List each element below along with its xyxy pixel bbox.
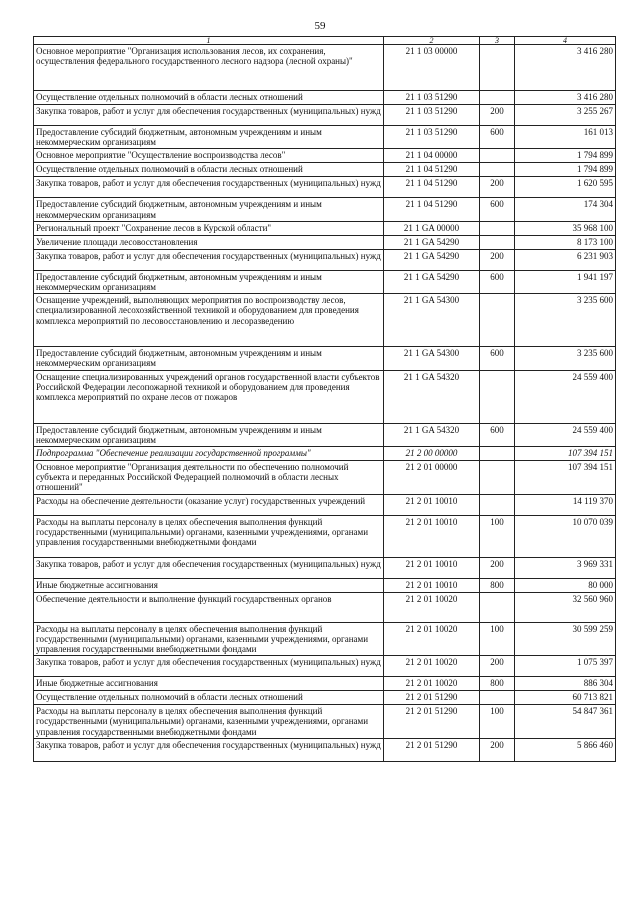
row-name: Расходы на обеспечение деятельности (оказание услуг) государственных учреждений <box>34 494 384 515</box>
table-row <box>34 177 616 198</box>
row-name: Закупка товаров, работ и услуг для обеспечения государственных (муниципальных) нужд <box>34 557 384 578</box>
row-name: Осуществление отдельных полномочий в области лесных отношений <box>34 691 384 705</box>
row-code: 21 1 03 51290 <box>384 91 480 105</box>
row-name: Расходы на выплаты персоналу в целях обеспечения выполнения функций государственными (муниципальными) органами, казенными учреждениями, органами управления государственными внебюджетными фондами <box>34 622 384 656</box>
row-expense-type: 200 <box>480 249 515 270</box>
row-name: Осуществление отдельных полномочий в области лесных отношений <box>34 91 384 105</box>
row-code: 21 1 04 51290 <box>384 198 480 221</box>
row-expense-type <box>480 163 515 177</box>
row-name: Предоставление субсидий бюджетным, автономным учреждениям и иным некоммерческим организациям <box>34 423 384 446</box>
row-expense-type: 200 <box>480 738 515 761</box>
row-code: 21 1 04 00000 <box>384 149 480 163</box>
row-expense-type: 100 <box>480 515 515 557</box>
table-body <box>34 45 616 762</box>
row-name: Закупка товаров, работ и услуг для обеспечения государственных (муниципальных) нужд <box>34 738 384 761</box>
row-code: 21 1 03 51290 <box>384 105 480 126</box>
table-row <box>34 163 616 177</box>
row-amount: 3 416 280 <box>515 91 616 105</box>
row-amount: 54 847 361 <box>515 705 616 739</box>
row-name: Предоставление субсидий бюджетным, автономным учреждениям и иным некоммерческим организациям <box>34 270 384 293</box>
row-expense-type <box>480 461 515 495</box>
column-number-row <box>34 37 616 45</box>
row-code: 21 1 GA 00000 <box>384 221 480 235</box>
row-amount: 32 560 960 <box>515 592 616 622</box>
column-number: 4 <box>515 37 616 45</box>
row-amount: 80 000 <box>515 578 616 592</box>
table-row <box>34 677 616 691</box>
row-expense-type: 600 <box>480 126 515 149</box>
table-row <box>34 691 616 705</box>
row-code: 21 1 GA 54300 <box>384 294 480 347</box>
table-row <box>34 578 616 592</box>
row-code: 21 1 03 51290 <box>384 126 480 149</box>
table-row <box>34 370 616 423</box>
row-name: Закупка товаров, работ и услуг для обеспечения государственных (муниципальных) нужд <box>34 105 384 126</box>
table-row <box>34 91 616 105</box>
row-name: Оснащение учреждений, выполняющих мероприятия по воспроизводству лесов, специализированной лесохозяйственной техникой и оборудованием для проведения комплекса мероприятий по лесовосстановлению и лесоразведению <box>34 294 384 347</box>
row-amount: 1 941 197 <box>515 270 616 293</box>
row-name: Увеличение площади лесовосстановления <box>34 235 384 249</box>
table-row <box>34 270 616 293</box>
table-row <box>34 557 616 578</box>
table-row <box>34 705 616 739</box>
row-amount: 14 119 370 <box>515 494 616 515</box>
row-code: 21 1 03 00000 <box>384 45 480 91</box>
row-code: 21 1 GA 54290 <box>384 249 480 270</box>
row-amount: 3 969 331 <box>515 557 616 578</box>
row-code: 21 2 01 00000 <box>384 461 480 495</box>
row-name: Закупка товаров, работ и услуг для обеспечения государственных (муниципальных) нужд <box>34 177 384 198</box>
row-amount: 1 794 899 <box>515 149 616 163</box>
row-expense-type: 200 <box>480 656 515 677</box>
table-row <box>34 249 616 270</box>
row-expense-type: 800 <box>480 677 515 691</box>
row-amount: 3 235 600 <box>515 294 616 347</box>
row-amount: 5 866 460 <box>515 738 616 761</box>
row-amount: 161 013 <box>515 126 616 149</box>
row-expense-type <box>480 691 515 705</box>
row-code: 21 2 01 10010 <box>384 557 480 578</box>
column-number: 3 <box>480 37 515 45</box>
row-amount: 886 304 <box>515 677 616 691</box>
table-row <box>34 45 616 91</box>
budget-table <box>33 36 616 762</box>
row-amount: 60 713 821 <box>515 691 616 705</box>
table-row <box>34 198 616 221</box>
row-name: Основное мероприятие "Организация использования лесов, их сохранения, осуществления федерального государственного лесного надзора (лесной охраны)" <box>34 45 384 91</box>
row-name: Основное мероприятие "Организация деятельности по обеспечению полномочий субъекта и переданных Российской Федерацией полномочий в области лесных отношений" <box>34 461 384 495</box>
row-amount: 3 255 267 <box>515 105 616 126</box>
table-row <box>34 738 616 761</box>
row-name: Предоставление субсидий бюджетным, автономным учреждениям и иным некоммерческим организациям <box>34 347 384 370</box>
row-code: 21 1 GA 54300 <box>384 347 480 370</box>
row-amount: 35 968 100 <box>515 221 616 235</box>
row-expense-type: 100 <box>480 622 515 656</box>
column-number: 2 <box>384 37 480 45</box>
row-code: 21 1 04 51290 <box>384 177 480 198</box>
row-amount: 1 794 899 <box>515 163 616 177</box>
table-row <box>34 622 616 656</box>
row-code: 21 2 00 00000 <box>384 447 480 461</box>
row-name: Закупка товаров, работ и услуг для обеспечения государственных (муниципальных) нужд <box>34 249 384 270</box>
row-amount: 3 235 600 <box>515 347 616 370</box>
row-expense-type: 200 <box>480 177 515 198</box>
table-row <box>34 105 616 126</box>
row-expense-type: 800 <box>480 578 515 592</box>
row-expense-type: 200 <box>480 557 515 578</box>
row-name: Иные бюджетные ассигнования <box>34 677 384 691</box>
row-expense-type <box>480 294 515 347</box>
row-amount: 10 070 039 <box>515 515 616 557</box>
row-expense-type <box>480 494 515 515</box>
row-code: 21 1 GA 54320 <box>384 423 480 446</box>
table-row <box>34 294 616 347</box>
row-amount: 107 394 151 <box>515 447 616 461</box>
page-number: 59 <box>314 20 326 32</box>
row-expense-type: 600 <box>480 198 515 221</box>
column-number: 1 <box>34 37 384 45</box>
row-expense-type: 600 <box>480 270 515 293</box>
row-amount: 6 231 903 <box>515 249 616 270</box>
row-name: Иные бюджетные ассигнования <box>34 578 384 592</box>
row-expense-type <box>480 592 515 622</box>
row-amount: 107 394 151 <box>515 461 616 495</box>
table-row <box>34 149 616 163</box>
row-code: 21 2 01 51290 <box>384 705 480 739</box>
row-code: 21 2 01 10010 <box>384 494 480 515</box>
row-expense-type <box>480 45 515 91</box>
row-code: 21 2 01 10020 <box>384 592 480 622</box>
table-row <box>34 656 616 677</box>
row-name: Предоставление субсидий бюджетным, автономным учреждениям и иным некоммерческим организациям <box>34 126 384 149</box>
row-code: 21 1 GA 54290 <box>384 235 480 249</box>
row-code: 21 1 04 51290 <box>384 163 480 177</box>
row-expense-type: 600 <box>480 423 515 446</box>
row-code: 21 2 01 10010 <box>384 578 480 592</box>
row-expense-type: 100 <box>480 705 515 739</box>
table-row <box>34 235 616 249</box>
row-amount: 1 075 397 <box>515 656 616 677</box>
row-code: 21 2 01 51290 <box>384 691 480 705</box>
row-name: Предоставление субсидий бюджетным, автономным учреждениям и иным некоммерческим организациям <box>34 198 384 221</box>
row-name: Оснащение специализированных учреждений органов государственной власти субъектов Российской Федерации лесопожарной техникой и оборудованием для проведения комплекса мероприятий по охране лесов от пожаров <box>34 370 384 423</box>
row-code: 21 1 GA 54290 <box>384 270 480 293</box>
row-name: Расходы на выплаты персоналу в целях обеспечения выполнения функций государственными (муниципальными) органами, казенными учреждениями, органами управления государственными внебюджетными фондами <box>34 705 384 739</box>
row-expense-type <box>480 447 515 461</box>
row-code: 21 2 01 10010 <box>384 515 480 557</box>
row-expense-type: 600 <box>480 347 515 370</box>
row-name: Обеспечение деятельности и выполнение функций государственных органов <box>34 592 384 622</box>
table-row <box>34 494 616 515</box>
row-name: Осуществление отдельных полномочий в области лесных отношений <box>34 163 384 177</box>
row-code: 21 2 01 10020 <box>384 656 480 677</box>
table-row <box>34 447 616 461</box>
table-row <box>34 347 616 370</box>
row-expense-type <box>480 370 515 423</box>
row-amount: 30 599 259 <box>515 622 616 656</box>
row-name: Основное мероприятие "Осуществление воспроизводства лесов" <box>34 149 384 163</box>
row-code: 21 2 01 51290 <box>384 738 480 761</box>
table-row <box>34 515 616 557</box>
table-row <box>34 126 616 149</box>
table-row <box>34 221 616 235</box>
row-amount: 24 559 400 <box>515 423 616 446</box>
row-expense-type <box>480 235 515 249</box>
row-expense-type <box>480 149 515 163</box>
table-row <box>34 461 616 495</box>
row-amount: 174 304 <box>515 198 616 221</box>
table-row <box>34 423 616 446</box>
row-expense-type <box>480 221 515 235</box>
row-name: Расходы на выплаты персоналу в целях обеспечения выполнения функций государственными (муниципальными) органами, казенными учреждениями, органами управления государственными внебюджетными фондами <box>34 515 384 557</box>
row-amount: 1 620 595 <box>515 177 616 198</box>
row-amount: 8 173 100 <box>515 235 616 249</box>
row-expense-type: 200 <box>480 105 515 126</box>
row-expense-type <box>480 91 515 105</box>
row-name: Подпрограмма "Обеспечение реализации государственной программы" <box>34 447 384 461</box>
row-code: 21 2 01 10020 <box>384 677 480 691</box>
row-name: Закупка товаров, работ и услуг для обеспечения государственных (муниципальных) нужд <box>34 656 384 677</box>
row-amount: 3 416 280 <box>515 45 616 91</box>
row-code: 21 1 GA 54320 <box>384 370 480 423</box>
row-amount: 24 559 400 <box>515 370 616 423</box>
row-code: 21 2 01 10020 <box>384 622 480 656</box>
row-name: Региональный проект "Сохранение лесов в Курской области" <box>34 221 384 235</box>
table-row <box>34 592 616 622</box>
